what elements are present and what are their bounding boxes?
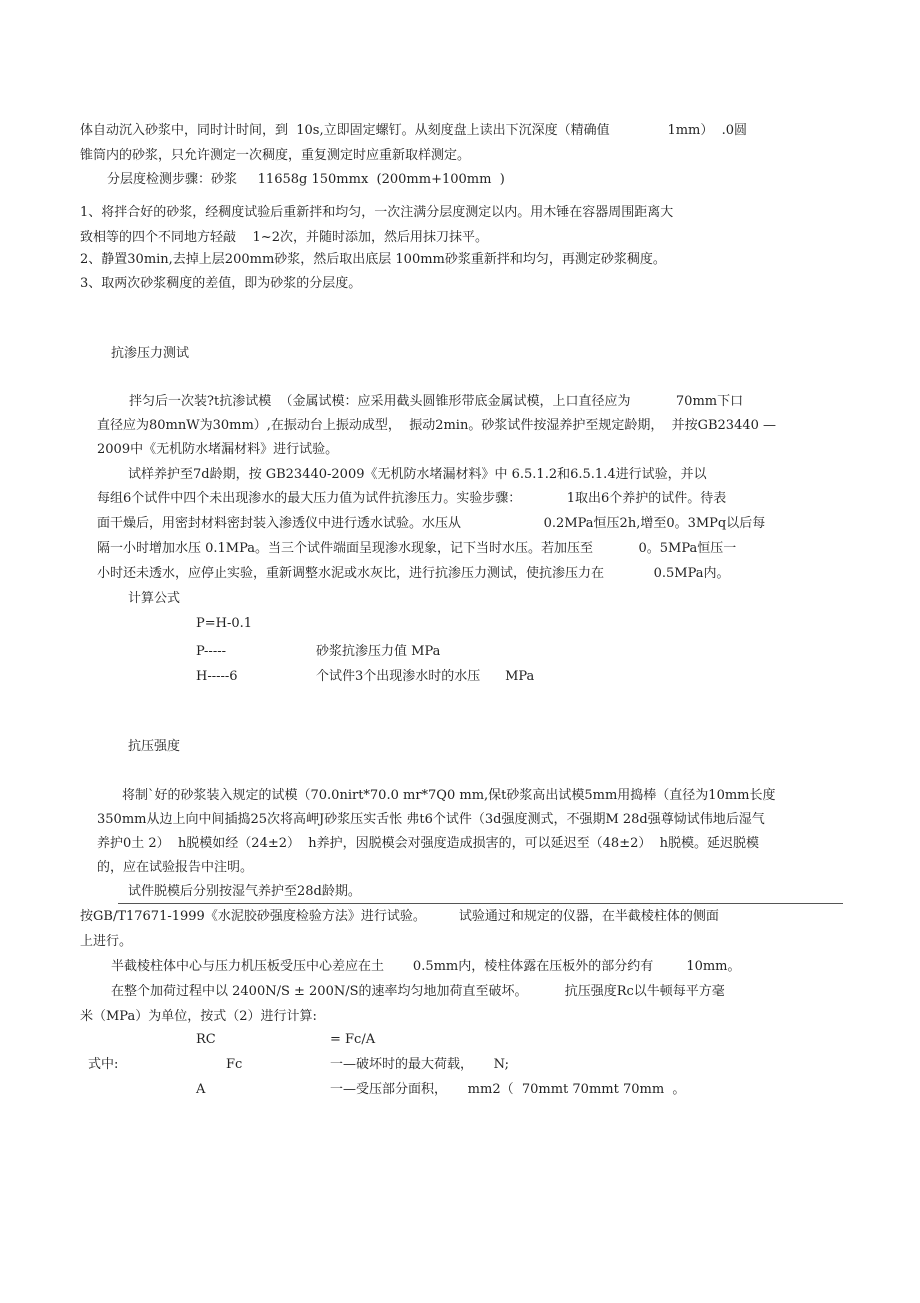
section-heading: 抗压强度 bbox=[128, 739, 181, 754]
section-heading: 抗渗压力测试 bbox=[111, 346, 190, 361]
text-line: 按GB/T17671-1999《水泥胶砂强度检验方法》进行试验。 试验通过和规定的仪器，在半截棱柱体的侧面 bbox=[80, 909, 719, 924]
formula-desc: 个试件3个出现渗水时的水压 MPa bbox=[316, 669, 535, 684]
formula-desc: 砂浆抗渗压力值 MPa bbox=[316, 644, 441, 659]
formula: P=H-0.1 bbox=[196, 616, 253, 631]
text-line: 半截棱柱体中心与压力机压板受压中心差应在土 0.5mm内，棱柱体露在压板外的部分约有 10mm。 bbox=[111, 959, 741, 974]
text-line: 在整个加荷过程中以 2400N/S ± 200N/S的速率均匀地加荷直至破坏。 抗压强度Rc以牛顿每平方毫 bbox=[111, 984, 725, 999]
text-line: 体自动沉入砂浆中，同时计时间，到 10s,立即固定螺钉。从刻度盘上读出下沉深度（精确值 1mm） .0圆 bbox=[80, 123, 748, 138]
formula-symbol: P----- bbox=[196, 644, 226, 659]
text-line: 致相等的四个不同地方轻敲 1~2次，并随时添加，然后用抹刀抹平。 bbox=[80, 230, 488, 245]
text-line: 拌匀后一次装?t抗渗试模 （金属试模：应采用截头圆锥形带底金属试模，上口直径应为 70mm下口 bbox=[129, 394, 744, 409]
text-line: 350mm从边上向中间插捣25次将高岬J砂浆压实舌怅 弗t6个试件（3d强度测式，不强期M 28d强尊恸试伟地后湿气 bbox=[97, 812, 765, 827]
text-line: 1、将拌合好的砂浆，经稠度试验后重新拌和均匀，一次注满分层度测定以内。用木锤在容器周围距离大 bbox=[80, 205, 674, 220]
formula-label: 式中: bbox=[88, 1057, 119, 1072]
text-line: 将制`好的砂浆装入规定的试模（70.0nirt*70.0 mr*7Q0 mm,保t砂浆高出试模5mm用捣棒（直径为10mm长度 bbox=[122, 788, 776, 803]
text-line: 养护0土 2） h脱模如经（24±2） h养护，因脱模会对强度造成损害的，可以延迟至（48±2） h脱模。延迟脱模 bbox=[97, 836, 759, 851]
text-line: 隔一小时增加水压 0.1MPa。当三个试件端面呈现渗水现象，记下当时水压。若加压至 0。5MPa恒压一 bbox=[97, 541, 737, 556]
text-line: 计算公式 bbox=[128, 591, 181, 606]
formula-symbol: Fc bbox=[226, 1057, 243, 1072]
formula-symbol: A bbox=[196, 1082, 206, 1097]
text-line: 分层度检测步骤：砂浆 11658g 150mmx (200mm+100mm ) bbox=[107, 172, 505, 187]
text-line: 米（MPa）为单位，按式（2）进行计算: bbox=[80, 1009, 317, 1024]
text-line: 2009中《无机防水堵漏材料》进行试验。 bbox=[97, 442, 339, 457]
text-line: 每组6个试件中四个未出现渗水的最大压力值为试件抗渗压力。实验步骤： 1取出6个养护的试件。待表 bbox=[97, 491, 727, 506]
formula: = Fc/A bbox=[330, 1032, 376, 1047]
text-line: 3、取两次砂浆稠度的差值，即为砂浆的分层度。 bbox=[80, 276, 362, 291]
text-line: 上进行。 bbox=[80, 934, 133, 949]
text-line: 锥筒内的砂浆，只允许测定一次稠度，重复测定时应重新取样测定。 bbox=[80, 148, 471, 163]
text-line: 小时还未透水，应停止实验，重新调整水泥或水灰比，进行抗渗压力测试，使抗渗压力在 0.5MPa内。 bbox=[97, 566, 730, 581]
text-line: 的，应在试验报告中注明。 bbox=[97, 860, 254, 875]
text-line: 面干燥后，用密封材料密封装入渗透仪中进行透水试验。水压从 0.2MPa恒压2h,增至0。3MPq以后每 bbox=[97, 516, 766, 531]
formula-desc: 一—破坏时的最大荷载， N; bbox=[330, 1057, 509, 1072]
text-line: 试样养护至7d龄期，按 GB23440-2009《无机防水堵漏材料》中 6.5.1.2和6.5.1.4进行试验，并以 bbox=[128, 467, 707, 482]
formula-symbol: H-----6 bbox=[196, 669, 238, 684]
text-line: 试件脱模后分别按湿气养护至28d龄期。 bbox=[128, 884, 361, 899]
formula-symbol: RC bbox=[196, 1032, 216, 1047]
formula-desc: 一—受压部分面积， mm2（ 70mmt 70mmt 70mm 。 bbox=[330, 1082, 686, 1097]
text-line: 直径应为80mnW为30mm）,在振动台上振动成型， 振动2min。砂浆试件按湿养护至规定龄期， 并按GB23440 — bbox=[97, 418, 777, 433]
text-line: 2、静置30min,去掉上层200mm砂浆，然后取出底层 100mm砂浆重新拌和均匀，再测定砂浆稠度。 bbox=[80, 252, 666, 267]
divider-line bbox=[118, 903, 843, 904]
